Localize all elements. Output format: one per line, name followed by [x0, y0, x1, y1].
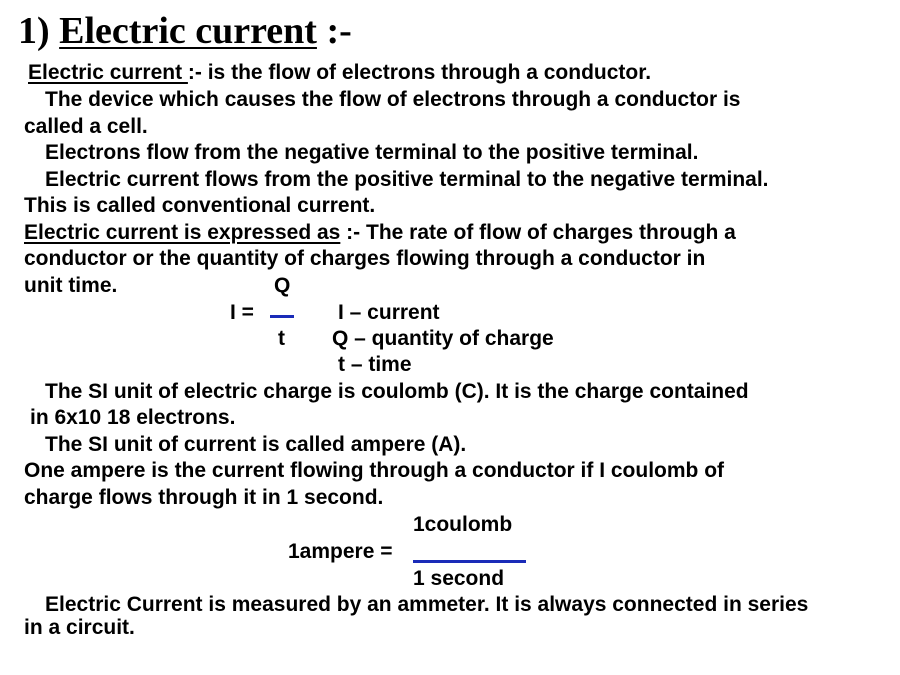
text-line-electron-flow: Electrons flow from the negative terminal to the positive terminal. — [45, 141, 699, 164]
definition-line — [28, 60, 651, 86]
page-title — [18, 8, 352, 54]
text-line-cell-2: called a cell. — [24, 115, 148, 138]
formula2-lhs: 1ampere = — [288, 540, 393, 563]
text-line-ammeter-1: Electric Current is measured by an ammeter. It is always connected in series — [45, 593, 809, 616]
text-line-one-ampere-1: One ampere is the current flowing through a conductor if I coulomb of — [24, 459, 725, 482]
text-line-one-ampere-2: charge flows through it in 1 second. — [24, 486, 384, 509]
text-line-conventional: This is called conventional current. — [24, 194, 376, 217]
text-line-ammeter-2: in a circuit. — [24, 616, 135, 639]
formula-denominator-t: t — [278, 327, 285, 350]
legend-i: I – current — [338, 301, 440, 324]
formula-lhs-i: I = — [230, 301, 254, 324]
legend-q: Q – quantity of charge — [332, 327, 554, 350]
formula2-denominator: 1 second — [413, 567, 505, 590]
text-line-coulomb-2: in 6x10 18 electrons. — [30, 406, 236, 429]
text-line-rate-2: conductor or the quantity of charges flowing through a conductor in — [24, 247, 706, 270]
legend-t: t – time — [338, 353, 412, 376]
formula-fraction-bar — [270, 315, 294, 318]
title-suffix: :- — [316, 10, 352, 52]
text-line-ampere: The SI unit of current is called ampere (A). — [45, 433, 467, 456]
title-number: 1) — [18, 10, 60, 52]
text-line-current-flow: Electric current flows from the positive terminal to the negative terminal. — [45, 168, 769, 191]
text-line-cell-1: The device which causes the flow of electrons through a conductor is — [45, 88, 741, 111]
text-line-coulomb-1: The SI unit of electric charge is coulomb (C). It is the charge contained — [45, 380, 749, 403]
formula2-fraction-bar — [413, 560, 526, 563]
expression-line — [24, 220, 736, 246]
text-line-rate-3: unit time. — [24, 274, 118, 297]
definition-text: :- is the flow of electrons through a conductor. — [187, 61, 652, 84]
title-main: Electric current — [59, 10, 317, 52]
term-electric-current: Electric current — [28, 61, 188, 84]
expression-text: :- The rate of flow of charges through a — [340, 221, 736, 244]
term-expressed-as: Electric current is expressed as — [24, 221, 341, 244]
formula-numerator-q: Q — [274, 274, 291, 297]
formula2-numerator: 1coulomb — [413, 513, 513, 536]
